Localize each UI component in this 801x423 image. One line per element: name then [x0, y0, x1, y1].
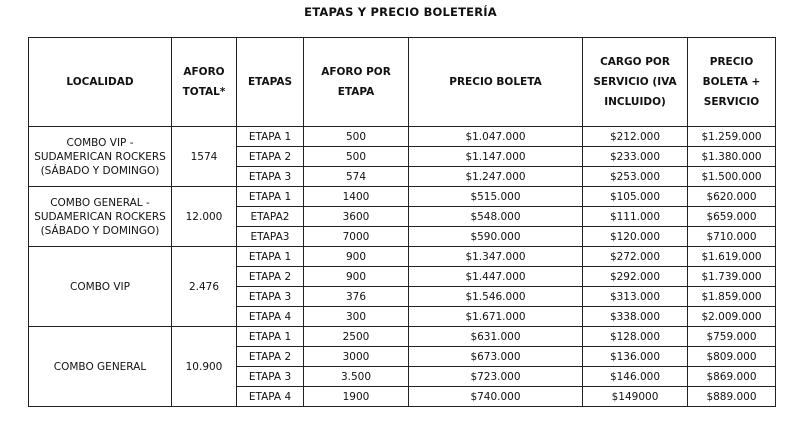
precio-boleta-cell: $590.000: [409, 227, 583, 247]
precio-boleta-cell: $515.000: [409, 187, 583, 207]
localidad-line: COMBO GENERAL: [53, 360, 147, 373]
header-cargo-servicio: [583, 38, 688, 127]
table-row: [29, 247, 776, 267]
precio-boleta-cell: $548.000: [409, 207, 583, 227]
precio-boleta-cell: $673.000: [409, 347, 583, 367]
aforo-total-cell: 2.476: [172, 247, 237, 327]
etapa-cell: ETAPA 1: [237, 187, 304, 207]
header-aforo-etapa: AFORO POR ETAPA: [304, 38, 409, 127]
aforo-etapa-cell: 1900: [304, 387, 409, 407]
etapa-cell: ETAPA 2: [237, 267, 304, 287]
localidad-line: (SÁBADO Y DOMINGO): [40, 224, 160, 237]
cargo-servicio-cell: $111.000: [583, 207, 688, 227]
header-aforo-total-line: TOTAL*: [182, 86, 226, 98]
cargo-servicio-cell: $313.000: [583, 287, 688, 307]
precio-total-cell: $1.859.000: [688, 287, 776, 307]
header-row: [29, 38, 776, 127]
header-precio-total-line: BOLETA +: [702, 76, 761, 88]
aforo-etapa-cell: 300: [304, 307, 409, 327]
header-aforo-total-line: AFORO: [183, 66, 225, 78]
aforo-etapa-cell: 3000: [304, 347, 409, 367]
precio-total-cell: $1.500.000: [688, 167, 776, 187]
precio-boleta-cell: $1.447.000: [409, 267, 583, 287]
cargo-servicio-cell: $136.000: [583, 347, 688, 367]
etapa-cell: ETAPA3: [237, 227, 304, 247]
etapa-cell: ETAPA 1: [237, 127, 304, 147]
etapa-cell: ETAPA 1: [237, 327, 304, 347]
localidad-line: COMBO VIP -: [66, 136, 134, 149]
header-precio-boleta: PRECIO BOLETA: [409, 38, 583, 127]
header-cargo-line: INCLUIDO): [604, 96, 666, 108]
precio-total-cell: $759.000: [688, 327, 776, 347]
precio-boleta-cell: $1.047.000: [409, 127, 583, 147]
aforo-etapa-cell: 3.500: [304, 367, 409, 387]
aforo-etapa-cell: 2500: [304, 327, 409, 347]
etapa-cell: ETAPA 2: [237, 147, 304, 167]
cargo-servicio-cell: $149000: [583, 387, 688, 407]
etapa-cell: ETAPA 4: [237, 387, 304, 407]
precio-total-cell: $1.619.000: [688, 247, 776, 267]
precio-total-cell: $809.000: [688, 347, 776, 367]
precio-total-cell: $659.000: [688, 207, 776, 227]
precio-total-cell: $2.009.000: [688, 307, 776, 327]
cargo-servicio-cell: $146.000: [583, 367, 688, 387]
cargo-servicio-cell: $128.000: [583, 327, 688, 347]
precio-total-cell: $1.739.000: [688, 267, 776, 287]
header-cargo-line: CARGO POR: [600, 56, 670, 68]
localidad-cell: [29, 187, 172, 247]
aforo-etapa-cell: 1400: [304, 187, 409, 207]
header-aforo-total: [172, 38, 237, 127]
precio-boleta-cell: $1.147.000: [409, 147, 583, 167]
precio-total-cell: $710.000: [688, 227, 776, 247]
etapa-cell: ETAPA 2: [237, 347, 304, 367]
precio-boleta-cell: $1.247.000: [409, 167, 583, 187]
cargo-servicio-cell: $338.000: [583, 307, 688, 327]
aforo-etapa-cell: 7000: [304, 227, 409, 247]
precio-total-cell: $889.000: [688, 387, 776, 407]
aforo-total-cell: 10.900: [172, 327, 237, 407]
cargo-servicio-cell: $292.000: [583, 267, 688, 287]
table-row: [29, 187, 776, 207]
aforo-etapa-cell: 500: [304, 147, 409, 167]
precio-total-cell: $1.380.000: [688, 147, 776, 167]
precio-boleta-cell: $1.671.000: [409, 307, 583, 327]
localidad-line: COMBO VIP: [70, 280, 130, 293]
cargo-servicio-cell: $212.000: [583, 127, 688, 147]
header-localidad: LOCALIDAD: [29, 38, 172, 127]
localidad-line: (SÁBADO Y DOMINGO): [40, 164, 160, 177]
precio-total-cell: $620.000: [688, 187, 776, 207]
precio-boleta-cell: $631.000: [409, 327, 583, 347]
precio-boleta-cell: $1.546.000: [409, 287, 583, 307]
table-row: [29, 127, 776, 147]
localidad-cell: [29, 327, 172, 407]
aforo-total-cell: 1574: [172, 127, 237, 187]
aforo-etapa-cell: 500: [304, 127, 409, 147]
header-cargo-line: SERVICIO (IVA: [593, 76, 677, 88]
cargo-servicio-cell: $105.000: [583, 187, 688, 207]
price-table: [28, 37, 776, 407]
aforo-etapa-cell: 574: [304, 167, 409, 187]
etapa-cell: ETAPA 4: [237, 307, 304, 327]
etapa-cell: ETAPA 3: [237, 367, 304, 387]
precio-total-cell: $869.000: [688, 367, 776, 387]
etapa-cell: ETAPA 3: [237, 167, 304, 187]
cargo-servicio-cell: $253.000: [583, 167, 688, 187]
precio-total-cell: $1.259.000: [688, 127, 776, 147]
aforo-etapa-cell: 376: [304, 287, 409, 307]
page-title: ETAPAS Y PRECIO BOLETERÍA: [304, 5, 497, 19]
header-precio-total: [688, 38, 776, 127]
header-precio-total-line: PRECIO: [709, 56, 754, 68]
localidad-line: SUDAMERICAN ROCKERS: [34, 210, 166, 223]
cargo-servicio-cell: $272.000: [583, 247, 688, 267]
table-body: [29, 127, 776, 407]
header-precio-total-line: SERVICIO: [703, 96, 760, 108]
localidad-cell: [29, 127, 172, 187]
etapa-cell: ETAPA 3: [237, 287, 304, 307]
localidad-line: COMBO GENERAL -: [50, 196, 150, 209]
precio-boleta-cell: $740.000: [409, 387, 583, 407]
header-etapas: ETAPAS: [237, 38, 304, 127]
cargo-servicio-cell: $233.000: [583, 147, 688, 167]
etapa-cell: ETAPA2: [237, 207, 304, 227]
aforo-total-cell: 12.000: [172, 187, 237, 247]
aforo-etapa-cell: 3600: [304, 207, 409, 227]
precio-boleta-cell: $723.000: [409, 367, 583, 387]
etapa-cell: ETAPA 1: [237, 247, 304, 267]
precio-boleta-cell: $1.347.000: [409, 247, 583, 267]
cargo-servicio-cell: $120.000: [583, 227, 688, 247]
aforo-etapa-cell: 900: [304, 247, 409, 267]
localidad-line: SUDAMERICAN ROCKERS: [34, 150, 166, 163]
localidad-cell: [29, 247, 172, 327]
table-row: [29, 327, 776, 347]
aforo-etapa-cell: 900: [304, 267, 409, 287]
